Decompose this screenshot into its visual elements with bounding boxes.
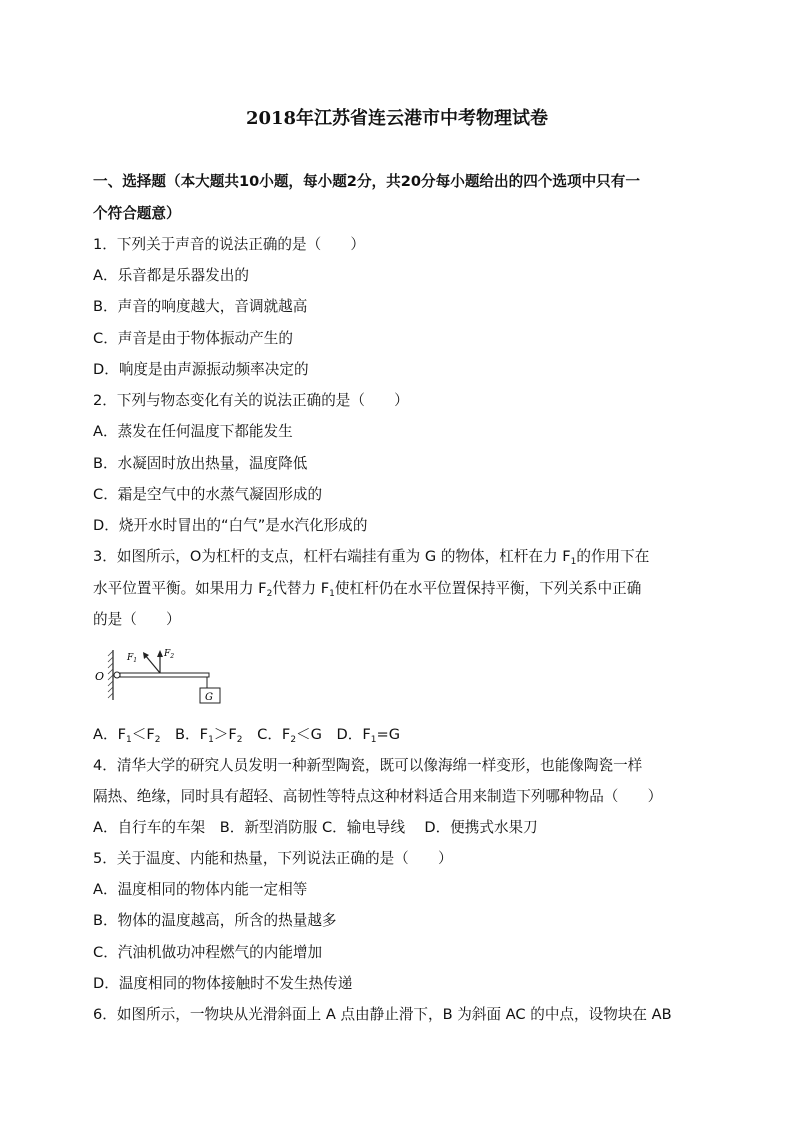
q1-option-b: B．声音的响度越大，音调就越高 bbox=[93, 298, 308, 315]
q2-option-c: C．霜是空气中的水蒸气凝固形成的 bbox=[93, 486, 323, 503]
q5-option-d: D．温度相同的物体接触时不发生热传递 bbox=[93, 975, 353, 992]
page-title: 2018年江苏省连云港市中考物理试卷 bbox=[245, 108, 549, 129]
q1-option-d: D．响度是由声源振动频率决定的 bbox=[93, 361, 309, 378]
q1-stem: 1．下列关于声音的说法正确的是（ ） bbox=[93, 236, 365, 253]
q4-options: A．自行车的车架 B．新型消防服 C．输电导线 D．便携式水果刀 bbox=[93, 819, 538, 836]
q3-option-b: ＞F bbox=[213, 726, 237, 743]
q3-stem-line1 bbox=[93, 547, 705, 567]
q4-stem-line2: 隔热、绝缘，同时具有超轻、高韧性等特点这种材料适合用来制造下列哪种物品（ ） bbox=[93, 788, 663, 805]
q2-stem: 2．下列与物态变化有关的说法正确的是（ ） bbox=[93, 392, 409, 409]
subscript: 1 bbox=[208, 735, 214, 745]
q5-option-a: A．温度相同的物体内能一定相等 bbox=[93, 881, 308, 898]
subscript: 2 bbox=[266, 589, 273, 599]
subscript: 2 bbox=[154, 735, 161, 745]
subscript: 1 bbox=[570, 557, 577, 567]
q3-text: 代替力 F bbox=[272, 580, 330, 597]
q3-text: 水平位置平衡。如果用力 F bbox=[93, 580, 267, 597]
q5-option-c: C．汽油机做功冲程燃气的内能增加 bbox=[93, 944, 323, 961]
subscript: 1 bbox=[370, 735, 377, 745]
q3-stem-line3: 的是（ ） bbox=[93, 611, 181, 628]
q1-option-a: A．乐音都是乐器发出的 bbox=[93, 267, 249, 284]
q3-option-d: D．F bbox=[321, 726, 371, 743]
q3-option-b: B．F bbox=[160, 726, 209, 743]
subscript: 1 bbox=[329, 589, 335, 599]
q3-text: 使杠杆仍在水平位置保持平衡，下列关系中正确 bbox=[334, 580, 642, 597]
q5-option-b: B．物体的温度越高，所含的热量越多 bbox=[93, 912, 337, 929]
lever-diagram bbox=[93, 648, 233, 708]
q3-text: 的作用下在 bbox=[576, 548, 650, 565]
label-f1: $F_1$ bbox=[127, 653, 138, 664]
wall-hatching bbox=[108, 651, 113, 698]
subscript: 2 bbox=[236, 735, 243, 745]
f1-arrow bbox=[145, 655, 160, 673]
label-g: G bbox=[205, 692, 213, 703]
q4-stem-line1: 4．清华大学的研究人员发明一种新型陶瓷，既可以像海绵一样变形，也能像陶瓷一样 bbox=[93, 757, 643, 774]
q3-stem-line2 bbox=[93, 579, 705, 599]
section-heading-line2: 个符合题意） bbox=[93, 205, 181, 222]
f2-arrowhead bbox=[157, 650, 163, 657]
q3-option-a: A．F bbox=[93, 726, 126, 743]
pivot-icon bbox=[114, 672, 120, 678]
q3-option-c: ＜G bbox=[296, 726, 322, 743]
subscript: 1 bbox=[125, 735, 132, 745]
q6-stem-line1: 6．如图所示，一物块从光滑斜面上 A 点由静止滑下，B 为斜面 AC 的中点，设物块在 AB bbox=[93, 1006, 672, 1023]
q3-option-d: =G bbox=[376, 726, 401, 743]
label-o: O bbox=[95, 670, 105, 683]
subscript: 2 bbox=[290, 735, 297, 745]
q2-option-a: A．蒸发在任何温度下都能发生 bbox=[93, 423, 293, 440]
label-f2: $F_2$ bbox=[164, 649, 175, 660]
lever-figure bbox=[93, 648, 233, 708]
q2-option-b: B．水凝固时放出热量，温度降低 bbox=[93, 455, 308, 472]
section-heading-line1: 一、选择题（本大题共10小题，每小题2分，共20分每小题给出的四个选项中只有一 bbox=[93, 173, 640, 190]
q5-stem: 5．关于温度、内能和热量，下列说法正确的是（ ） bbox=[93, 850, 453, 867]
q3-option-a: ＜F bbox=[131, 726, 155, 743]
lever-bar bbox=[120, 673, 209, 677]
q3-option-c: C．F bbox=[242, 726, 291, 743]
q1-option-c: C．声音是由于物体振动产生的 bbox=[93, 330, 293, 347]
q2-option-d: D．烧开水时冒出的“白气”是水汽化形成的 bbox=[93, 517, 368, 534]
q3-text: 3．如图所示，O为杠杆的支点，杠杆右端挂有重为 G 的物体，杠杆在力 F bbox=[93, 548, 571, 565]
q3-options bbox=[93, 725, 705, 745]
